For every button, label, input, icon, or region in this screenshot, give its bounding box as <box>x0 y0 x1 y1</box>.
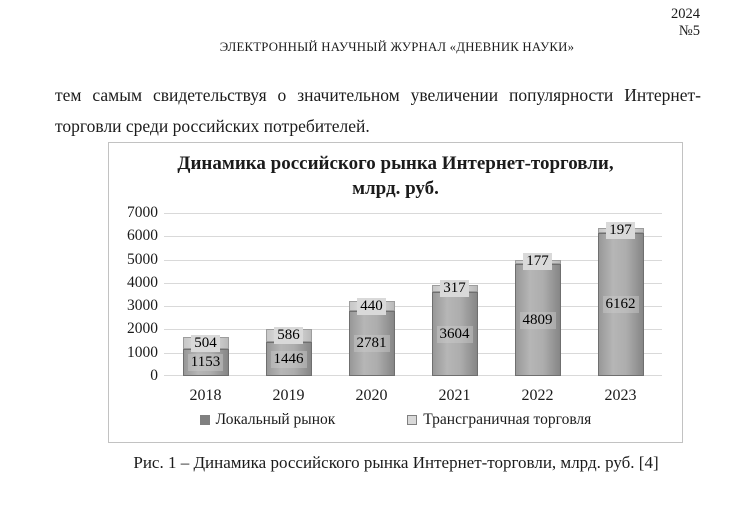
data-label-value: 3604 <box>437 326 473 343</box>
chart-title-line-1: Динамика российского рынка Интернет-торговли, <box>177 153 614 174</box>
legend-label: Трансграничная торговля <box>423 411 592 428</box>
stacked-bar-2018 <box>183 334 229 376</box>
x-axis-label-2020: 2020 <box>355 387 388 404</box>
data-label-crossborder-trade <box>432 280 478 297</box>
data-label-crossborder-trade <box>183 335 229 352</box>
x-axis-label-2018: 2018 <box>189 387 222 404</box>
legend-label: Локальный рынок <box>215 411 336 428</box>
data-label-value: 177 <box>523 253 552 270</box>
y-axis-tick-label: 1000 <box>127 344 158 361</box>
data-label-local-market <box>349 335 395 352</box>
x-axis-label-2022: 2022 <box>521 387 554 404</box>
journal-header: ЭЛЕКТРОННЫЙ НАУЧНЫЙ ЖУРНАЛ «ДНЕВНИК НАУКИ» <box>219 40 575 54</box>
y-axis-tick-label: 4000 <box>127 274 158 291</box>
data-label-crossborder-trade <box>349 298 395 315</box>
chart-title <box>109 151 682 201</box>
gridline-4000 <box>164 283 662 284</box>
gridline-7000 <box>164 213 662 214</box>
data-label-local-market <box>432 326 478 343</box>
data-label-value: 1446 <box>271 351 307 368</box>
data-label-local-market <box>183 354 229 371</box>
legend-marker-icon <box>200 415 210 425</box>
gridline-0 <box>164 375 662 376</box>
y-axis-tick-label: 7000 <box>127 204 158 221</box>
stacked-bar-2021 <box>432 279 478 376</box>
x-axis-label-2019: 2019 <box>272 387 305 404</box>
data-label-value: 317 <box>440 280 469 297</box>
data-label-value: 504 <box>191 335 220 352</box>
gridline-5000 <box>164 260 662 261</box>
data-label-value: 6162 <box>603 296 639 313</box>
stacked-bar-2019 <box>266 329 312 376</box>
gridline-6000 <box>164 236 662 237</box>
body-paragraph-line-1: тем самым свидетельствуя о значительном увеличении популярности Интернет- <box>55 85 701 105</box>
page-issue: №5 <box>678 23 700 39</box>
data-label-value: 1153 <box>188 354 223 371</box>
data-label-value: 4809 <box>520 312 556 329</box>
data-label-crossborder-trade <box>598 222 644 239</box>
y-axis-tick-label: 2000 <box>127 320 158 337</box>
data-label-local-market <box>598 296 644 313</box>
figure-caption: Рис. 1 – Динамика российского рынка Интернет-торговли, млрд. руб. [4] <box>133 453 659 472</box>
stacked-bar-2022 <box>515 253 561 376</box>
x-axis-label-2023: 2023 <box>604 387 637 404</box>
legend-item <box>407 411 591 429</box>
body-paragraph-line-2: торговли среди российских потребителей. <box>55 116 370 136</box>
y-axis-tick-label: 0 <box>150 367 158 384</box>
x-axis-label-2021: 2021 <box>438 387 471 404</box>
legend-item <box>200 411 336 429</box>
stacked-bar-2020 <box>349 297 395 376</box>
chart-legend <box>109 411 682 429</box>
gridline-2000 <box>164 329 662 330</box>
page-year: 2024 <box>671 6 700 22</box>
gridline-3000 <box>164 306 662 307</box>
data-label-value: 440 <box>357 298 386 315</box>
y-axis-tick-label: 3000 <box>127 297 158 314</box>
gridline-1000 <box>164 353 662 354</box>
figure-chart-frame <box>108 142 683 443</box>
bar-chart-plot-area <box>127 204 662 404</box>
data-label-value: 2781 <box>354 335 390 352</box>
data-label-crossborder-trade <box>266 327 312 344</box>
data-label-crossborder-trade <box>515 253 561 270</box>
y-axis-tick-label: 6000 <box>127 227 158 244</box>
chart-title-line-2: млрд. руб. <box>352 178 439 199</box>
data-label-value: 197 <box>606 222 635 239</box>
legend-marker-icon <box>407 415 417 425</box>
data-label-value: 586 <box>274 327 303 344</box>
data-label-local-market <box>515 312 561 329</box>
page-meta <box>671 6 700 40</box>
stacked-bar-2023 <box>598 221 644 376</box>
y-axis-tick-label: 5000 <box>127 251 158 268</box>
body-paragraph <box>55 80 701 142</box>
data-label-local-market <box>266 351 312 368</box>
